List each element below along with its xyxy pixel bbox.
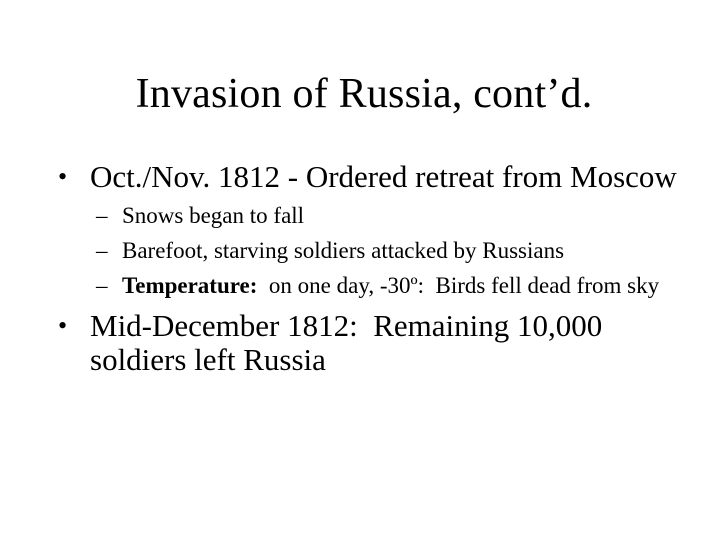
bullet-item	[56, 309, 696, 377]
dash-icon: –	[96, 273, 108, 298]
sub-bullet-bold-label: Temperature:	[122, 273, 258, 298]
sub-bullet-item	[96, 273, 696, 299]
bullet-item	[56, 160, 696, 194]
slide-title: Invasion of Russia, cont’d.	[135, 71, 593, 117]
bullet-icon: •	[58, 311, 68, 340]
sub-bullet-text: Snows began to fall	[122, 203, 305, 228]
sub-bullet-text: Barefoot, starving soldiers attacked by Russians	[122, 238, 565, 263]
sub-bullet-item	[96, 238, 696, 264]
bullet-text: Mid-December 1812: Remaining 10,000 soldiers left Russia	[90, 308, 611, 377]
sub-bullet-list	[56, 203, 696, 299]
sub-bullet-text: on one day, -30º: Birds fell dead from sky	[257, 273, 660, 298]
dash-icon: –	[96, 203, 108, 228]
bullet-text: Oct./Nov. 1812 - Ordered retreat from Moscow	[90, 159, 677, 194]
bullet-list	[56, 160, 696, 377]
sub-bullet-item	[96, 203, 696, 229]
dash-icon: –	[96, 238, 108, 263]
bullet-icon: •	[58, 162, 68, 191]
